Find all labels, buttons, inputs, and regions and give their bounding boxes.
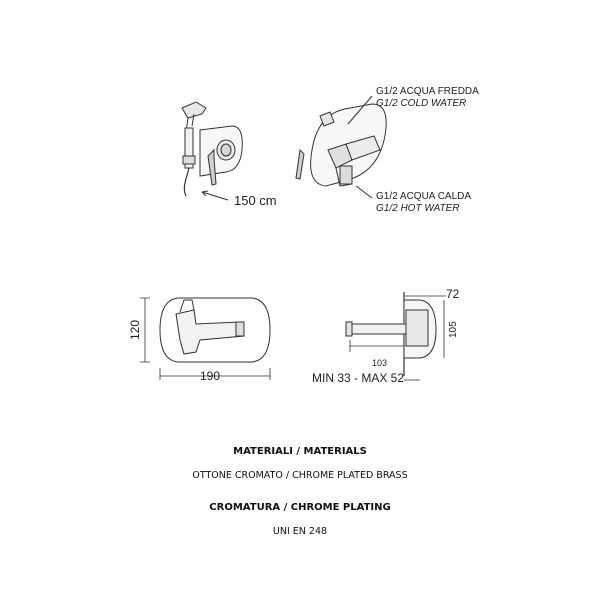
hose-length-label: 150 cm bbox=[234, 193, 277, 208]
dimension-side: 105 bbox=[448, 321, 459, 338]
plating-value: UNI EN 248 bbox=[272, 526, 328, 537]
dimension-top: 72 bbox=[446, 287, 460, 301]
materials-value: OTTONE CROMATO / CHROME PLATED BRASS bbox=[192, 470, 408, 481]
hot-inlet-label-en: G1/2 HOT WATER bbox=[376, 203, 460, 214]
front-view bbox=[140, 298, 270, 380]
side-view bbox=[346, 292, 446, 380]
product-perspective-view bbox=[182, 102, 242, 200]
inlet-exploded-view bbox=[296, 96, 386, 198]
dimension-range: MIN 33 - MAX 52 bbox=[312, 371, 405, 385]
dimension-depth: 103 bbox=[372, 358, 388, 368]
dimension-height: 120 bbox=[128, 319, 142, 340]
dimension-width: 190 bbox=[200, 369, 221, 383]
materials-title: MATERIALI / MATERIALS bbox=[233, 446, 367, 457]
hot-inlet-label-it: G1/2 ACQUA CALDA bbox=[376, 191, 472, 202]
plating-title: CROMATURA / CHROME PLATING bbox=[209, 502, 391, 513]
cold-inlet-label-it: G1/2 ACQUA FREDDA bbox=[376, 86, 479, 97]
cold-inlet-label-en: G1/2 COLD WATER bbox=[376, 98, 467, 109]
